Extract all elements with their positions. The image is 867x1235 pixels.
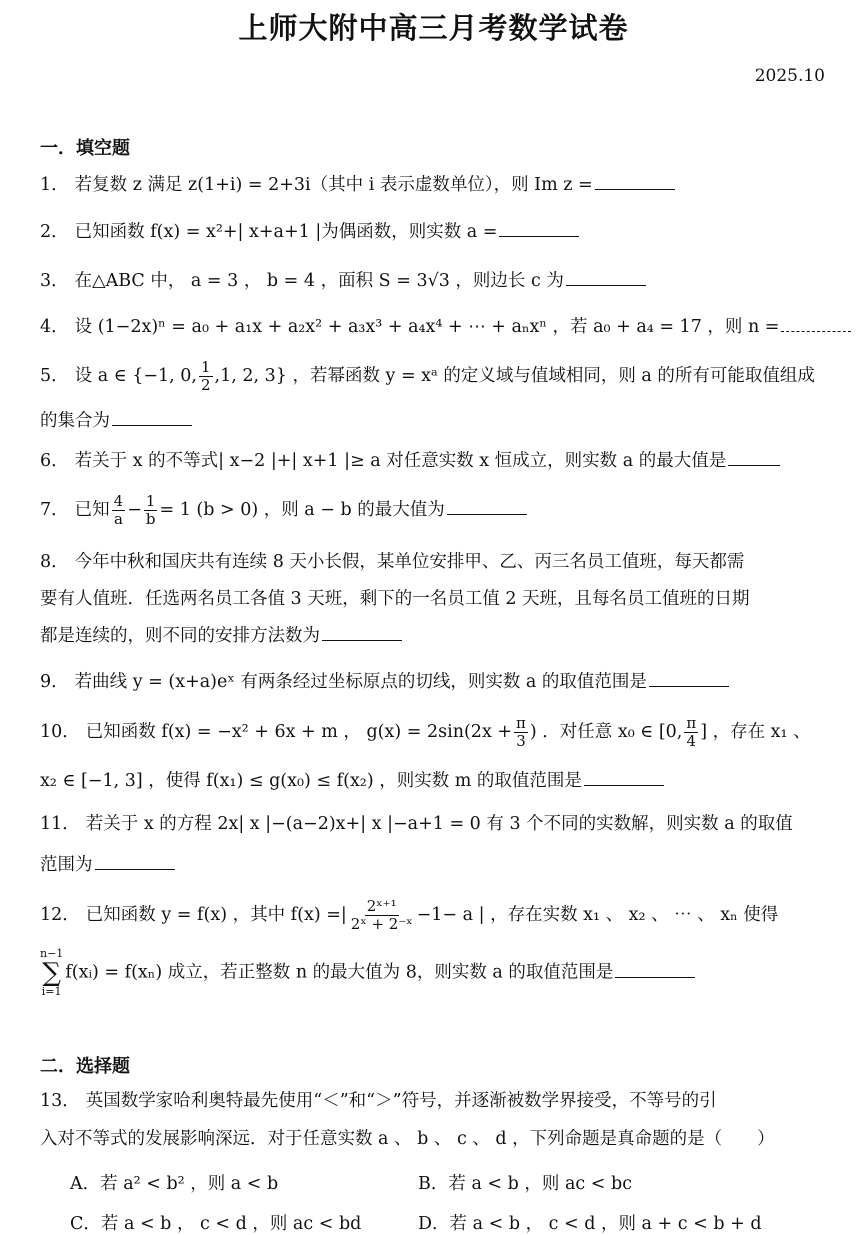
answer-blank[interactable] [584,765,664,786]
question-number: 8． [40,552,69,572]
fraction-numerator: 1 [145,492,156,510]
question-3 [40,262,830,300]
question-2 [40,213,830,251]
answer-blank[interactable] [566,265,646,286]
question-text: x₂ ∈ [−1, 3] ，使得 f(x₁) ≤ g(x₀) ≤ f(x₂) ，则实数 m 的取值范围是 [40,771,582,791]
sum-sign: ∑ [42,958,61,988]
question-text-post: −1− a | ，存在实数 x₁ 、 x₂ 、 ⋯ 、 xₙ 使得 [416,905,779,925]
fraction-denominator: b [145,510,156,528]
fraction-denominator: 2ˣ + 2⁻ˣ [350,915,413,933]
fraction-denominator: 4 [686,732,697,750]
option-text: 若 a < b ， c < d ，则 ac < bd [100,1214,362,1234]
question-number: 9． [40,672,69,692]
option-label: D． [418,1214,450,1234]
question-6 [40,442,830,480]
question-text-post: ] ，存在 x₁ 、 [700,722,811,742]
fraction-denominator: 3 [516,732,526,750]
minus-sign: − [127,500,142,520]
section-choice-heading: 二．选择题 [40,1056,130,1077]
question-number: 13． [40,1091,80,1111]
question-text: 设 (1−2x)ⁿ = a₀ + a₁x + a₂x² + a₃x³ + a₄x⁴ + ⋯ + aₙxⁿ ，若 a₀ + a₄ = 17 ，则 n = [74,317,780,337]
question-1 [40,166,830,204]
page-title: 上师大附中高三月考数学试卷 [238,11,629,45]
fraction-numerator: π [516,714,526,732]
option-text: 若 a² < b² ，则 a < b [100,1174,279,1194]
answer-blank[interactable] [447,494,527,515]
question-text: f(xᵢ) = f(xₙ) 成立，若正整数 n 的最大值为 8，则实数 a 的取值范围是 [65,962,614,983]
question-8 [40,543,830,581]
fraction-numerator: 1 [200,358,211,376]
answer-blank[interactable] [499,216,579,237]
question-text: 若关于 x 的方程 2x| x |−(a−2)x+| x |−a+1 = 0 有 3 个不同的实数解，则实数 a 的取值 [85,814,793,834]
question-8-line-2 [40,580,830,618]
question-7 [40,491,830,529]
fraction [144,493,158,528]
question-text-post: = 1 (b > 0) ，则 a − b 的最大值为 [159,500,445,520]
question-number: 11． [40,814,80,834]
answer-blank[interactable] [615,957,695,978]
question-11 [40,805,830,843]
option-label: A． [70,1174,101,1194]
question-number: 6． [40,451,69,471]
answer-blank[interactable] [649,666,729,687]
option-c[interactable] [70,1210,361,1235]
question-number: 4． [40,317,69,337]
answer-blank[interactable] [595,169,675,190]
option-text: 若 a < b ，则 ac < bc [448,1174,633,1194]
answer-blank[interactable] [322,620,402,641]
option-label: B． [418,1174,449,1194]
answer-blank[interactable] [781,311,851,332]
question-9 [40,663,830,701]
question-text: 都是连续的，则不同的安排方法数为 [40,626,320,646]
option-b[interactable] [418,1170,632,1195]
question-12-line-2 [40,948,830,998]
question-text: 若曲线 y = (x+a)eˣ 有两条经过坐标原点的切线，则实数 a 的取值范围是 [74,672,647,692]
question-number: 5． [40,366,69,386]
question-text: 已知函数 f(x) = x²+| x+a+1 |为偶函数，则实数 a = [74,222,498,242]
fraction-denominator: 2 [200,376,211,394]
question-11-line-2 [40,846,830,884]
fraction [199,359,213,394]
summation [40,948,63,998]
question-text: 范围为 [40,855,93,875]
sum-lower-limit: i=1 [41,985,62,998]
option-text: 若 a < b ， c < d ，则 a + c < b + d [449,1214,762,1234]
fraction-denominator: a [113,510,123,528]
question-12 [40,896,830,934]
fraction [684,715,698,750]
question-5 [40,357,830,395]
question-10 [40,713,830,751]
question-text: 要有人值班．任选两名员工各值 3 天班，剩下的一名员工值 2 天班，且每名员工值班的日期 [40,589,750,609]
fraction [514,715,528,750]
answer-blank[interactable] [112,405,192,426]
question-number: 10． [40,722,80,742]
question-13-line-2 [40,1120,830,1158]
question-text-post: ,1, 2, 3} ，若幂函数 y = xᵃ 的定义域与值域相同，则 a 的所有可能取值组成 [214,366,815,386]
question-13 [40,1082,830,1120]
fraction-numerator: π [686,714,697,732]
question-10-line-2 [40,762,830,800]
question-text: 入对不等式的发展影响深远．对于任意实数 a 、 b 、 c 、 d ，下列命题是真命题的是（ ） [40,1129,775,1149]
question-number: 12． [40,905,80,925]
question-text: 若关于 x 的不等式| x−2 |+| x+1 |≥ a 对任意实数 x 恒成立，则实数 a 的最大值是 [74,451,727,471]
answer-blank[interactable] [95,849,175,870]
fraction-numerator: 4 [113,492,124,510]
fraction [112,493,126,528]
question-text-pre: 已知函数 f(x) = −x² + 6x + m ， g(x) = 2sin(2x + [85,722,513,742]
question-text: 今年中秋和国庆共有连续 8 天小长假，某单位安排甲、乙、丙三名员工值班，每天都需 [74,552,745,572]
answer-blank[interactable] [728,445,780,466]
fraction [349,898,415,933]
option-d[interactable] [418,1210,762,1235]
question-text-pre: 设 a ∈ {−1, 0, [74,366,197,386]
question-number: 2． [40,222,69,242]
question-number: 7． [40,500,69,520]
section-fill-in-heading: 一．填空题 [40,138,130,159]
exam-date: 2025.10 [754,66,825,86]
question-text: 在△ABC 中， a = 3 ， b = 4 ，面积 S = 3√3 ，则边长 c 为 [74,271,564,291]
option-a[interactable] [70,1170,278,1195]
question-number: 3． [40,271,69,291]
question-8-line-3 [40,617,830,655]
question-text: 英国数学家哈利奥特最先使用“＜”和“＞”符号，并逐渐被数学界接受，不等号的引 [85,1091,717,1111]
question-text: 若复数 z 满足 z(1+i) = 2+3i（其中 i 表示虚数单位），则 Im z = [74,175,593,195]
question-text-pre: 已知函数 y = f(x) ，其中 f(x) =| [85,905,347,925]
fraction-numerator: 2ˣ⁺¹ [366,897,397,915]
option-label: C． [70,1214,101,1234]
question-text-pre: 已知 [74,500,110,520]
question-text: 的集合为 [40,411,110,431]
question-text-mid: ) ．对任意 x₀ ∈ [0, [529,722,683,742]
sum-upper-limit: n−1 [40,947,64,960]
question-number: 1． [40,175,69,195]
question-5-line-2 [40,402,830,440]
question-4 [40,308,830,346]
